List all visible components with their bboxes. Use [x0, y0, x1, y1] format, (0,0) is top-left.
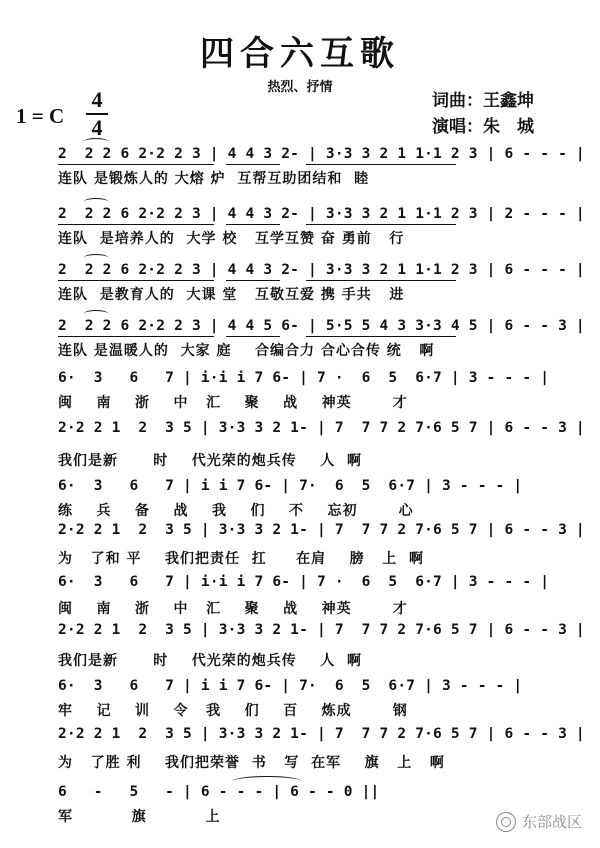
- lyric-row: 军 旗 上: [58, 809, 221, 825]
- lyric-row: 我们是新 时 代光荣的炮兵传 人 啊: [58, 653, 362, 669]
- slur: [84, 310, 108, 317]
- lyric-row: 牢 记 训 令 我 们 百 炼成 钢: [58, 703, 408, 719]
- notation-row: 6· 3 6 7 | i i 7 6- | 7· 6 5 6·7 | 3 - - - |: [58, 478, 523, 494]
- watermark: [496, 811, 582, 832]
- notation-row: 2·2 2 1 2 3 5 | 3·3 3 2 1- | 7 7 7 2 7·6 5 7 | 6 - - 3 |: [58, 726, 585, 742]
- slur: [232, 776, 302, 787]
- notation-row: 2 2 2 6 2·2 2 3 | 4 4 5 6- | 5·5 5 4 3 3·3 4 5 | 6 - - 3 |: [58, 318, 585, 334]
- notation-row: 2·2 2 1 2 3 5 | 3·3 3 2 1- | 7 7 7 2 7·6 5 7 | 6 - - 3 |: [58, 622, 585, 638]
- beam: [306, 224, 456, 225]
- beam: [58, 280, 214, 281]
- notation-row: 6· 3 6 7 | i·i i 7 6- | 7 · 6 5 6·7 | 3 - - - |: [58, 574, 550, 590]
- notation-row: 2 2 2 6 2·2 2 3 | 4 4 3 2- | 3·3 3 2 1 1·1 2 3 | 2 - - - |: [58, 206, 585, 222]
- time-signature: [86, 88, 108, 140]
- lyric-row: 为 了和 平 我们把责任 扛 在肩 膀 上 啊: [58, 551, 424, 567]
- slur: [84, 198, 108, 205]
- notation-row: 2·2 2 1 2 3 5 | 3·3 3 2 1- | 7 7 7 2 7·6 5 7 | 6 - - 3 |: [58, 420, 585, 436]
- notation-row: 6· 3 6 7 | i·i i 7 6- | 7 · 6 5 6·7 | 3 - - - |: [58, 370, 550, 386]
- notation-row: 2 2 2 6 2·2 2 3 | 4 4 3 2- | 3·3 3 2 1 1·1 2 3 | 6 - - - |: [58, 146, 585, 162]
- beam: [306, 336, 456, 337]
- lyric-row: 连队 是温暖人的 大家 庭 合编合力 合心合传 统 啊: [58, 343, 435, 359]
- key-signature: 1 = C: [16, 104, 65, 128]
- lyric-row: 闽 南 浙 中 汇 聚 战 神英 才: [58, 601, 408, 617]
- beam: [58, 336, 214, 337]
- lyricist: 词曲：王鑫坤: [432, 91, 534, 111]
- lyric-row: 我们是新 时 代光荣的炮兵传 人 啊: [58, 453, 362, 469]
- song-style: 热烈、抒情: [267, 80, 333, 95]
- beam: [226, 164, 280, 165]
- credits: [432, 88, 534, 140]
- beam: [58, 224, 214, 225]
- notation-row: 2 2 2 6 2·2 2 3 | 4 4 3 2- | 3·3 3 2 1 1·1 2 3 | 6 - - - |: [58, 262, 585, 278]
- beam: [226, 280, 280, 281]
- beam: [226, 336, 280, 337]
- wechat-icon: [496, 812, 516, 832]
- notation-row: 6· 3 6 7 | i i 7 6- | 7· 6 5 6·7 | 3 - - - |: [58, 678, 523, 694]
- lyric-row: 闽 南 浙 中 汇 聚 战 神英 才: [58, 395, 408, 411]
- watermark-text: 东部战区: [521, 813, 582, 831]
- notation-row: 6 - 5 - | 6 - - - | 6 - - 0 ||: [58, 784, 380, 800]
- beam: [58, 164, 214, 165]
- lyric-row: 练 兵 备 战 我 们 不 忘初 心: [58, 503, 414, 519]
- notation-row: 2·2 2 1 2 3 5 | 3·3 3 2 1- | 7 7 7 2 7·6 5 7 | 6 - - 3 |: [58, 522, 585, 538]
- singer: 演唱：朱 城: [432, 117, 534, 137]
- page-title: 四合六互歌: [200, 34, 400, 74]
- slur: [84, 138, 108, 145]
- lyric-row: 连队 是教育人的 大课 堂 互敬互爱 携 手共 进: [58, 287, 405, 303]
- time-signature-bottom: 4: [91, 115, 103, 140]
- beam: [226, 224, 280, 225]
- slur: [84, 254, 108, 261]
- lyric-row: 连队 是培养人的 大学 校 互学互赞 奋 勇前 行: [58, 231, 405, 247]
- beam: [306, 280, 456, 281]
- beam: [306, 164, 456, 165]
- lyric-row: 连队 是锻炼人的 大熔 炉 互帮互助团结和 睦: [58, 171, 370, 187]
- time-signature-top: 4: [91, 87, 103, 112]
- lyric-row: 为 了胜 利 我们把荣誉 书 写 在军 旗 上 啊: [58, 755, 445, 771]
